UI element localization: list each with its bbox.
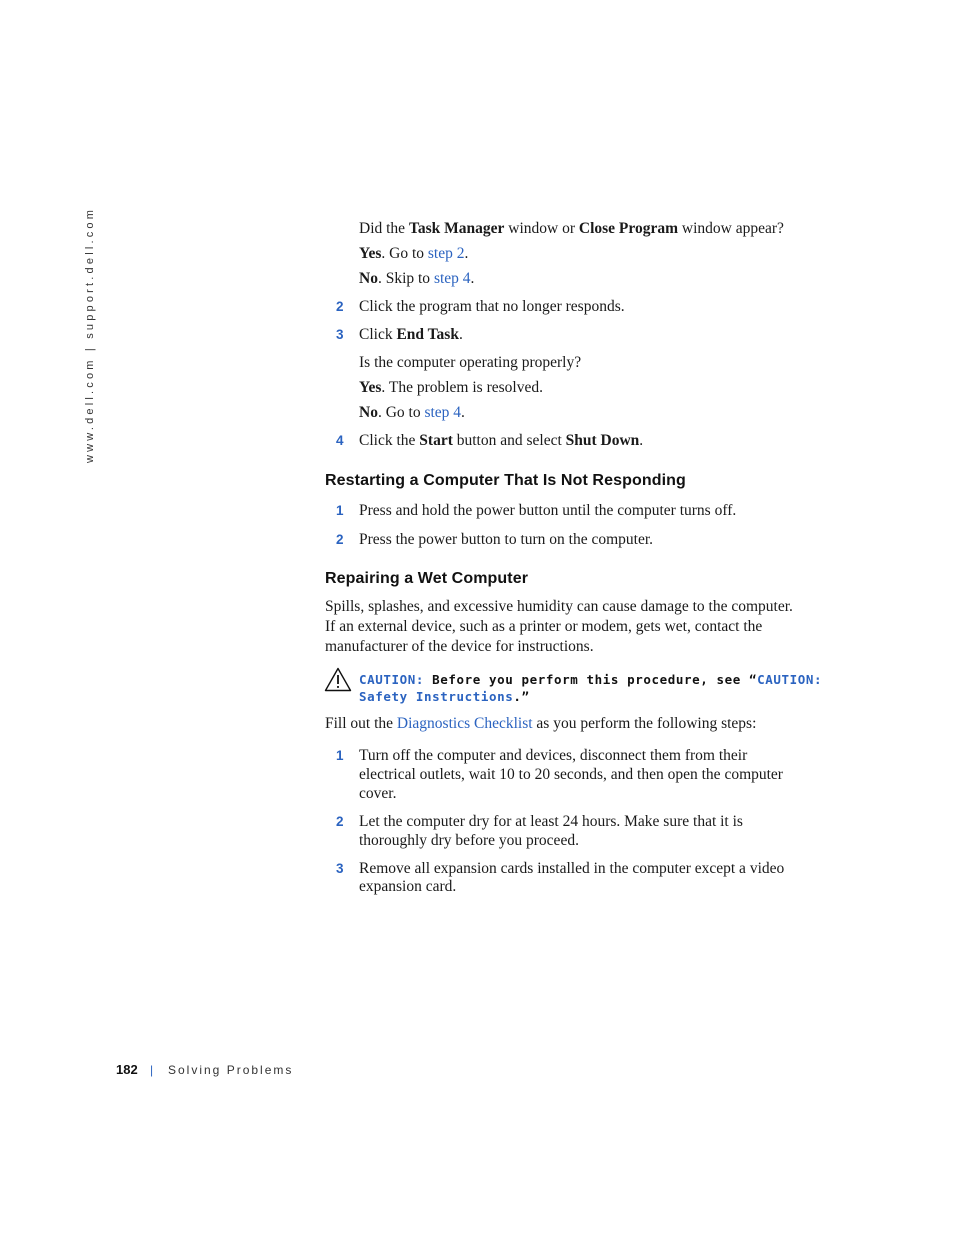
- footer-chapter-title: Solving Problems: [168, 1063, 294, 1077]
- wet-paragraph-line: Spills, splashes, and excessive humidity can cause damage to the computer.: [325, 598, 793, 615]
- step-number: 1: [336, 503, 344, 518]
- step-4-link[interactable]: step 4: [433, 270, 471, 287]
- wet-step-2-line: Let the computer dry for at least 24 hours. Make sure that it is: [359, 813, 743, 830]
- restart-step-1-text: Press and hold the power button until the computer turns off.: [359, 502, 737, 519]
- yes-answer: Yes. Go to step 2.: [359, 245, 469, 262]
- wet-step-1-line: cover.: [359, 785, 397, 802]
- wet-step-2-line: thoroughly dry before you proceed.: [359, 832, 579, 849]
- no-answer: No. Skip to step 4.: [359, 270, 475, 287]
- wet-step-1-line: Turn off the computer and devices, disconnect them from their: [359, 747, 748, 764]
- step-3-text: Click End Task.: [359, 326, 463, 343]
- step-4-link[interactable]: step 4: [424, 404, 462, 421]
- step-number: 3: [336, 861, 344, 876]
- yes-answer: Yes. The problem is resolved.: [359, 379, 543, 396]
- step-2-text: Click the program that no longer responds.: [359, 298, 625, 315]
- step-number: 3: [336, 327, 344, 342]
- step-number: 1: [336, 748, 344, 763]
- operating-question: Is the computer operating properly?: [359, 354, 582, 371]
- wet-paragraph-line: If an external device, such as a printer or modem, gets wet, contact the: [325, 618, 763, 635]
- sidebar-url: www.dell.com | support.dell.com: [84, 206, 96, 463]
- step-number: 2: [336, 532, 344, 547]
- diagnostics-checklist-link[interactable]: Diagnostics Checklist: [396, 715, 533, 732]
- restart-step-2-text: Press the power button to turn on the computer.: [359, 531, 654, 548]
- step-number: 2: [336, 814, 344, 829]
- step-2-link[interactable]: step 2: [427, 245, 465, 262]
- restart-heading: Restarting a Computer That Is Not Responding: [325, 472, 686, 489]
- safety-instructions-link[interactable]: Safety Instructions: [359, 689, 514, 704]
- wet-step-3-line: Remove all expansion cards installed in the computer except a video: [359, 860, 785, 877]
- caution-link[interactable]: CAUTION:: [757, 672, 823, 687]
- caution-label: CAUTION:: [359, 672, 425, 687]
- wet-step-1-line: electrical outlets, wait 10 to 20 seconds, and then open the computer: [359, 766, 783, 783]
- footer-separator: |: [150, 1063, 154, 1077]
- warning-triangle-icon: [324, 667, 352, 692]
- wet-paragraph-line: manufacturer of the device for instructions.: [325, 638, 594, 655]
- page-number: 182: [116, 1062, 138, 1077]
- task-manager-question: Did the Task Manager window or Close Program window appear?: [359, 220, 784, 237]
- fill-out-text: Fill out the Diagnostics Checklist as you perform the following steps:: [325, 715, 757, 732]
- step-4-text: Click the Start button and select Shut Down.: [359, 432, 644, 449]
- caution-notice-line2: Safety Instructions.”: [359, 689, 530, 704]
- wet-step-3-line: expansion card.: [359, 878, 457, 895]
- step-number: 4: [336, 433, 344, 448]
- wet-heading: Repairing a Wet Computer: [325, 570, 529, 587]
- step-number: 2: [336, 299, 344, 314]
- no-answer: No. Go to step 4.: [359, 404, 465, 421]
- caution-notice: CAUTION: Before you perform this procedure, see “CAUTION:: [359, 672, 823, 687]
